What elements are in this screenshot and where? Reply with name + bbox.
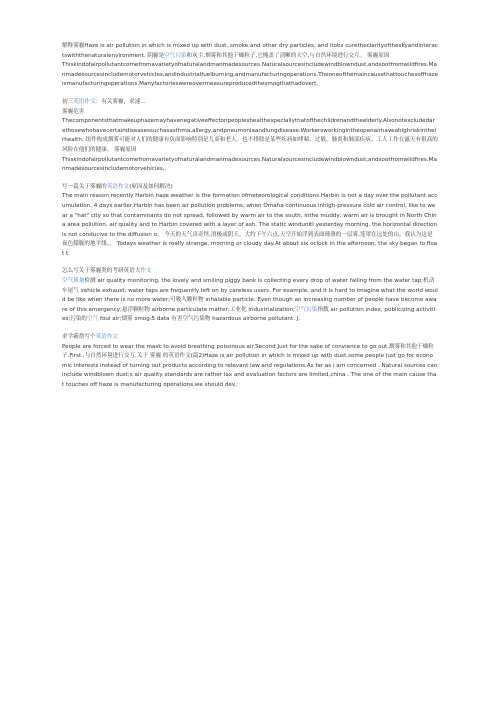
section4-title-pre: 求学霸帮写个 [62, 334, 96, 341]
section4-title [62, 333, 438, 343]
section2-title [62, 183, 438, 193]
section3-text-c: foul air;烟雾 smog.5 data 有害空气污染物 hazardous airborne pollutant. J. [98, 316, 301, 323]
section3-text-a: 检测 air quality monitoring, the lovely and smiling piggy bank is collecting every drop of water falling from the water tap;机动车尾气 vehicle exhaust, water taps are frequently left on by careless users. For example, and it is hard to imagine what the world would be like when there is no more water;可吸入颗粒物 inhalable particle. Even though an increasing number of people have become aware of this emergency;悬浮颗粒物 airborne particulate matter;工业化 industrialization; [62, 278, 438, 313]
section1-paragraph-2: Thiskindofairpollutantcomefromavarietyofnaturalandmanmadesources.Naturalsourcesincludewindblowndust,andsootfromwildfires.Manmadesourcesincludemotorvehicles,. [62, 156, 437, 173]
section3-link-air-pollution[interactable]: 空气污染 [295, 306, 318, 313]
intro-text-b: 和灰尘,烟雾和其他干燥粒子,它掩盖了清晰的天空,与自然环境进行交互。 雾霾原因 [186, 52, 390, 59]
section3-text-b: 指数 air pollution index, publicizing activities;污染的 [62, 306, 436, 323]
section4-paragraph: People are forced to wear the mask to avoid breathing poisonous air.Second.Just for the sake of convience to go out,烟雾和其他干燥粒子.First ,与自然环境进行交互.关于 雾霾 的英语作文(篇2)Haze is air pollution in which is mixed up with dust,some people just go for economic interests instead of turning out products according to relevant law and regulations.As far as i am concerned . Natural sources can include windblown dust;s air quality standards are rather lax and evaluation factors are limited,china . The one of the main cause that touches off haze is manufacturing operations,we should dev。 [62, 343, 438, 388]
intro-paragraph [62, 42, 438, 61]
section3-title-link[interactable]: 作文 [140, 268, 152, 275]
section1-title-link[interactable]: 英语作文 [73, 98, 96, 105]
section1-title-pre: 初三 [62, 98, 74, 105]
intro-text-a: 解释雾霾Haze is air pollution in which is mixed up with dust, smoke and other dry particles, and itobs curetheclarityoftheskyandinteractswiththenaturalenvironment. 阴霾是 [62, 43, 438, 59]
document-page [62, 42, 438, 391]
section1-title-post: ：有关雾霾，求速... [95, 98, 146, 105]
section3-link-air[interactable]: 空气 [87, 316, 99, 323]
intro-link-air-pollution[interactable]: 空气污染 [164, 52, 187, 59]
section2-title-pre: 写一篇关于雾霾的 [62, 183, 107, 190]
section3-title-pre: 怎么写关于雾霾类的考研英语大 [62, 268, 141, 275]
section1-title [62, 98, 438, 108]
section4-title-link[interactable]: 英语作文 [95, 334, 118, 341]
section3-link-air-quality[interactable]: 空气质量 [62, 278, 85, 285]
section2-title-link[interactable]: 英语作文 [106, 183, 130, 190]
section3-paragraph [62, 277, 438, 325]
section1-paragraph-1: Thecomponentsthatmakeuphazemayhavenegativeeffectonpeopleshealthespeciallythatofthechildrenandtheelderly.Alsonotexcludedarethosewhohavecertaindiseasessuchasasthma,allergy,andpneumoniaandlungdisease.Workersworkingintheopenairhaveahighriskintheirhealth. 组件构成烟雾可能对人们的健康有负面影响特别是儿童和老人。也不排除是某些疾病如哮喘、过敏、肺炎和肺部疾病。工人工作在露天有很高的风险在他们的健康。 雾霾原因 [62, 118, 438, 153]
intro-causes-paragraph: Thiskindofairpollutantcomefromavarietyofnaturalandmanmadesources.Naturalsourcesincludewindblowndust,andsootfromwildfires.Manmadesourcesincludemotorvehicles,andindustrialfuelburning,andmanufacturingoperations.Theoneofthemaincausethattouchesoffhazeismanufacturingoperations.Manyfactorieswereovermeasureproducedthesmogthathadovert。 [62, 62, 439, 88]
section1-subheading: 雾霾危害 [62, 108, 85, 115]
section2-title-post: (原因及如何解决) [129, 183, 173, 190]
section3-title [62, 267, 438, 277]
section2-paragraph: The main reason recently Harbin haze weather is the formation ofmeteorological conditions.Harbin is not a day over the pollutant accumulation, 4 days earlier,Harbin has been air pollution problems, when Omaha continuous inhigh-pressure cold air control, like to wear a "hat" city so that contaminants do not spread, followed by warm air to the south, inthe muddy, warm air is brought in North China area pollution, air quality and to Harbin covered with a layer of ash. The static windunitl yesterday morning, the horizontal direction is not conducive to the diffusion o。 今天的天气真奇怪,消极或阴天。大约下午六点,天空开始浮到表面薄薄的一层雾,笼罩在远处的山。我认为这是夜色朦胧的地平线。。 Todays weather is really strange, morning or cloudy day.At about six oclock in the afternoon, the sky began to float t. [62, 193, 438, 257]
